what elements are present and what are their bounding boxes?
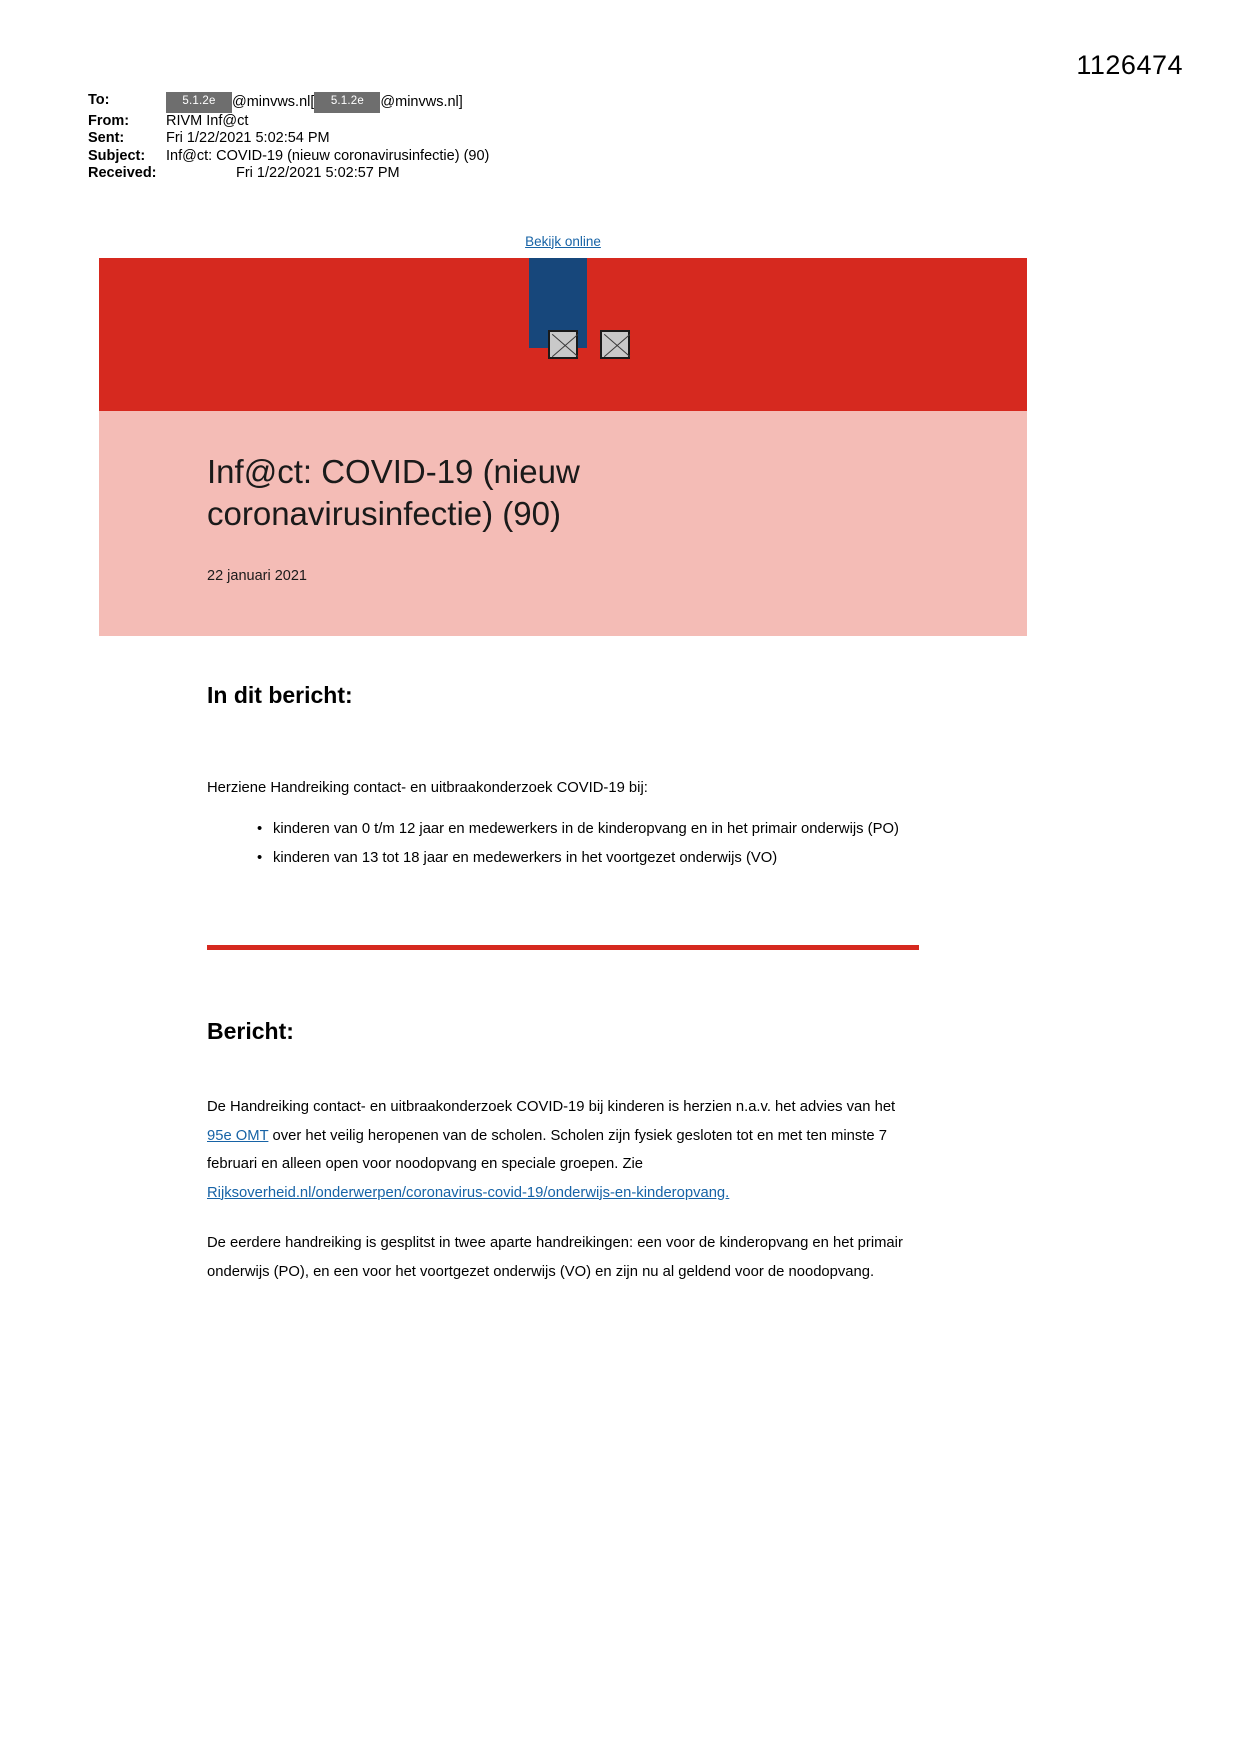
email-header	[88, 92, 489, 183]
email-header-row-to	[88, 92, 489, 113]
sent-value: Fri 1/22/2021 5:02:54 PM	[166, 130, 330, 147]
section-1-bullet-list	[207, 815, 919, 873]
section-heading-bericht: Bericht:	[207, 1018, 294, 1044]
to-label: To:	[88, 92, 110, 108]
from-label: From:	[88, 112, 130, 129]
sent-label: Sent:	[88, 130, 125, 147]
received-label: Received:	[88, 165, 157, 182]
redaction-box-2: 5.1.2e	[314, 92, 380, 113]
to-value	[166, 92, 463, 113]
email-header-row-from	[88, 113, 489, 131]
newsletter-title: Inf@ct: COVID-19 (nieuw coronavirusinfectie) (90)	[207, 453, 580, 532]
section-1-lead-text: Herziene Handreiking contact- en uitbraakonderzoek COVID-19 bij:	[207, 780, 648, 796]
newsletter-title-band	[99, 411, 1027, 636]
newsletter-body	[99, 636, 1027, 1286]
newsletter-date: 22 januari 2021	[207, 568, 307, 584]
email-header-row-sent	[88, 130, 489, 148]
received-value: Fri 1/22/2021 5:02:57 PM	[236, 165, 400, 182]
newsletter-banner	[99, 258, 1027, 411]
section-2-paragraph-2: De eerdere handreiking is gesplitst in twee aparte handreikingen: een voor de kinderopvang en het primair onderwijs (PO), en een voor het voortgezet onderwijs (VO) en zijn nu al geldend voor de noodopvang.	[207, 1235, 903, 1280]
paragraph-1-text-part-2: over het veilig heropenen van de scholen. Scholen zijn fysiek gesloten tot en met ten minste 7 februari en alleen open voor noodopvang en speciale groepen. Zie	[207, 1127, 887, 1172]
email-header-row-subject	[88, 148, 489, 166]
broken-image-icon-1	[548, 330, 578, 359]
to-domain-2: @minvws.nl]	[380, 93, 463, 110]
view-online-bar	[99, 228, 1027, 258]
subject-value: Inf@ct: COVID-19 (nieuw coronavirusinfectie) (90)	[166, 147, 490, 164]
list-item: • kinderen van 0 t/m 12 jaar en medewerkers in de kinderopvang en in het primair onderwijs (PO)	[257, 815, 919, 844]
paragraph-1-text-part-1: De Handreiking contact- en uitbraakonderzoek COVID-19 bij kinderen is herzien n.a.v. het advies van het	[207, 1099, 896, 1115]
section-2-paragraph-1	[207, 1093, 913, 1207]
broken-image-icon-2	[600, 330, 630, 359]
rijksoverheid-link[interactable]: Rijksoverheid.nl/onderwerpen/coronavirus-covid-19/onderwijs-en-kinderopvang.	[207, 1184, 730, 1201]
to-domain-1: @minvws.nl[	[232, 93, 315, 110]
list-item: • kinderen van 13 tot 18 jaar en medewerkers in het voortgezet onderwijs (VO)	[257, 844, 919, 873]
from-value: RIVM Inf@ct	[166, 112, 249, 129]
redaction-box-1: 5.1.2e	[166, 92, 232, 113]
document-number: 1126474	[1076, 50, 1183, 80]
section-heading-in-dit-bericht: In dit bericht:	[207, 682, 353, 708]
view-online-link[interactable]: Bekijk online	[525, 233, 601, 249]
subject-label: Subject:	[88, 147, 146, 164]
newsletter-container	[99, 228, 1027, 1286]
omt-advice-link[interactable]: 95e OMT	[207, 1127, 269, 1144]
email-header-row-received	[88, 165, 489, 183]
